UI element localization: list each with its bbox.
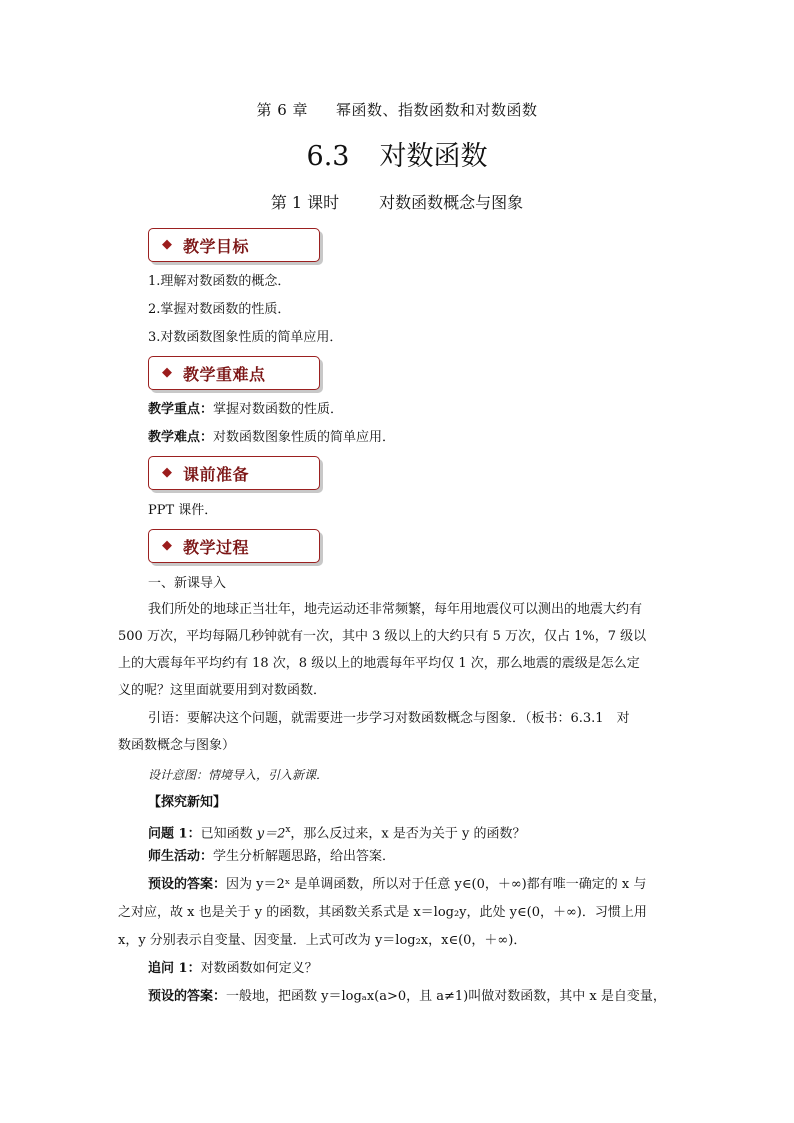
intro-quote-line: 引语：要解决这个问题，就需要进一步学习对数函数概念与图象．（板书：6.3.1 对 xyxy=(148,711,630,726)
goals-box xyxy=(148,228,320,262)
answer-1-label: 预设的答案： xyxy=(148,877,227,892)
answer-1-text: 因为 y＝2ˣ 是单调函数，所以对于任意 y∈(0，＋∞)都有唯一确定的 x 与 xyxy=(226,877,647,892)
answer-1-line xyxy=(148,877,646,893)
focus-label: 教学重点： xyxy=(148,402,214,417)
diamond-icon: ◆ xyxy=(162,538,172,553)
followup-text: 对数函数如何定义？ xyxy=(200,961,318,976)
difficulty-label: 教学难点： xyxy=(148,430,214,445)
focus-line xyxy=(148,402,343,418)
preparation-box xyxy=(148,456,320,490)
followup-label: 追问 1： xyxy=(148,961,201,976)
section-title: 对数函数 xyxy=(379,141,488,172)
difficulty-line xyxy=(148,430,395,446)
diamond-icon: ◆ xyxy=(162,365,172,380)
answer-2-text: 一般地，把函数 y＝logₐx(a>0，且 a≠1)叫做对数函数，其中 x 是自变量， xyxy=(226,989,666,1004)
answer-1-line: 之对应，故 x 也是关于 y 的函数，其函数关系式是 x＝log₂y，此处 y∈(0，＋∞)．习惯上用 xyxy=(118,905,647,920)
intro-paragraph-line: 我们所处的地球正当壮年，地壳运动还非常频繁，每年用地震仪可以测出的地震大约有 xyxy=(148,602,643,617)
goal-item: 3.对数函数图象性质的简单应用． xyxy=(148,330,343,345)
preparation-text: PPT 课件． xyxy=(148,503,218,518)
section-heading xyxy=(0,134,794,173)
diamond-icon: ◆ xyxy=(162,237,172,252)
lesson-number: 第 1 课时 xyxy=(270,193,340,212)
activity-line xyxy=(148,849,395,865)
chapter-heading xyxy=(0,99,794,120)
followup-line xyxy=(148,961,318,977)
intro-paragraph-line: 上的大震每年平均约有 18 次，8 级以上的地震每年平均仅 1 次，那么地震的震级是怎么定 xyxy=(118,656,640,671)
question-1-formula: y＝2 xyxy=(256,826,286,842)
answer-1-line: x，y 分别表示自变量、因变量．上式可改为 y＝log₂x，x∈(0，＋∞)． xyxy=(118,933,527,948)
lesson-heading xyxy=(0,190,794,213)
answer-2-line xyxy=(148,989,666,1005)
process-box xyxy=(148,529,320,563)
question-1-text-a: 已知函数 xyxy=(200,826,257,842)
question-1-exponent: x xyxy=(285,825,291,835)
chapter-title: 幂函数、指数函数和对数函数 xyxy=(336,101,538,119)
key-points-box-label: 教学重难点 xyxy=(183,365,266,384)
preparation-box-label: 课前准备 xyxy=(183,465,250,484)
question-1 xyxy=(148,822,526,842)
intro-quote-line: 数函数概念与图象） xyxy=(118,738,236,753)
focus-text: 掌握对数函数的性质． xyxy=(213,402,344,417)
question-1-text-b: ，那么反过来，x 是否为关于 y 的函数？ xyxy=(290,826,526,842)
section-number: 6.3 xyxy=(306,141,350,172)
intro-heading: 一、新课导入 xyxy=(148,576,227,591)
lesson-title: 对数函数概念与图象 xyxy=(379,193,524,212)
answer-2-label: 预设的答案： xyxy=(148,989,227,1004)
key-points-box xyxy=(148,356,320,390)
difficulty-text: 对数函数图象性质的简单应用． xyxy=(213,430,396,445)
goal-item: 2.掌握对数函数的性质． xyxy=(148,302,291,317)
process-box-label: 教学过程 xyxy=(183,538,250,557)
design-intent: 设计意图：情境导入，引入新课． xyxy=(148,768,329,782)
intro-paragraph-line: 义的呢？这里面就要用到对数函数． xyxy=(118,683,327,698)
intro-paragraph-line: 500 万次，平均每隔几秒钟就有一次，其中 3 级以上的大约只有 5 万次，仅占 1%，7 级以 xyxy=(118,629,647,644)
explore-heading: 【探究新知】 xyxy=(148,795,227,810)
goal-item: 1.理解对数函数的概念． xyxy=(148,274,291,289)
question-1-label: 问题 1： xyxy=(148,826,201,842)
activity-label: 师生活动： xyxy=(148,849,214,864)
chapter-number: 第 6 章 xyxy=(256,101,309,119)
activity-text: 学生分析解题思路，给出答案． xyxy=(213,849,396,864)
diamond-icon: ◆ xyxy=(162,465,172,480)
goals-box-label: 教学目标 xyxy=(183,237,250,256)
